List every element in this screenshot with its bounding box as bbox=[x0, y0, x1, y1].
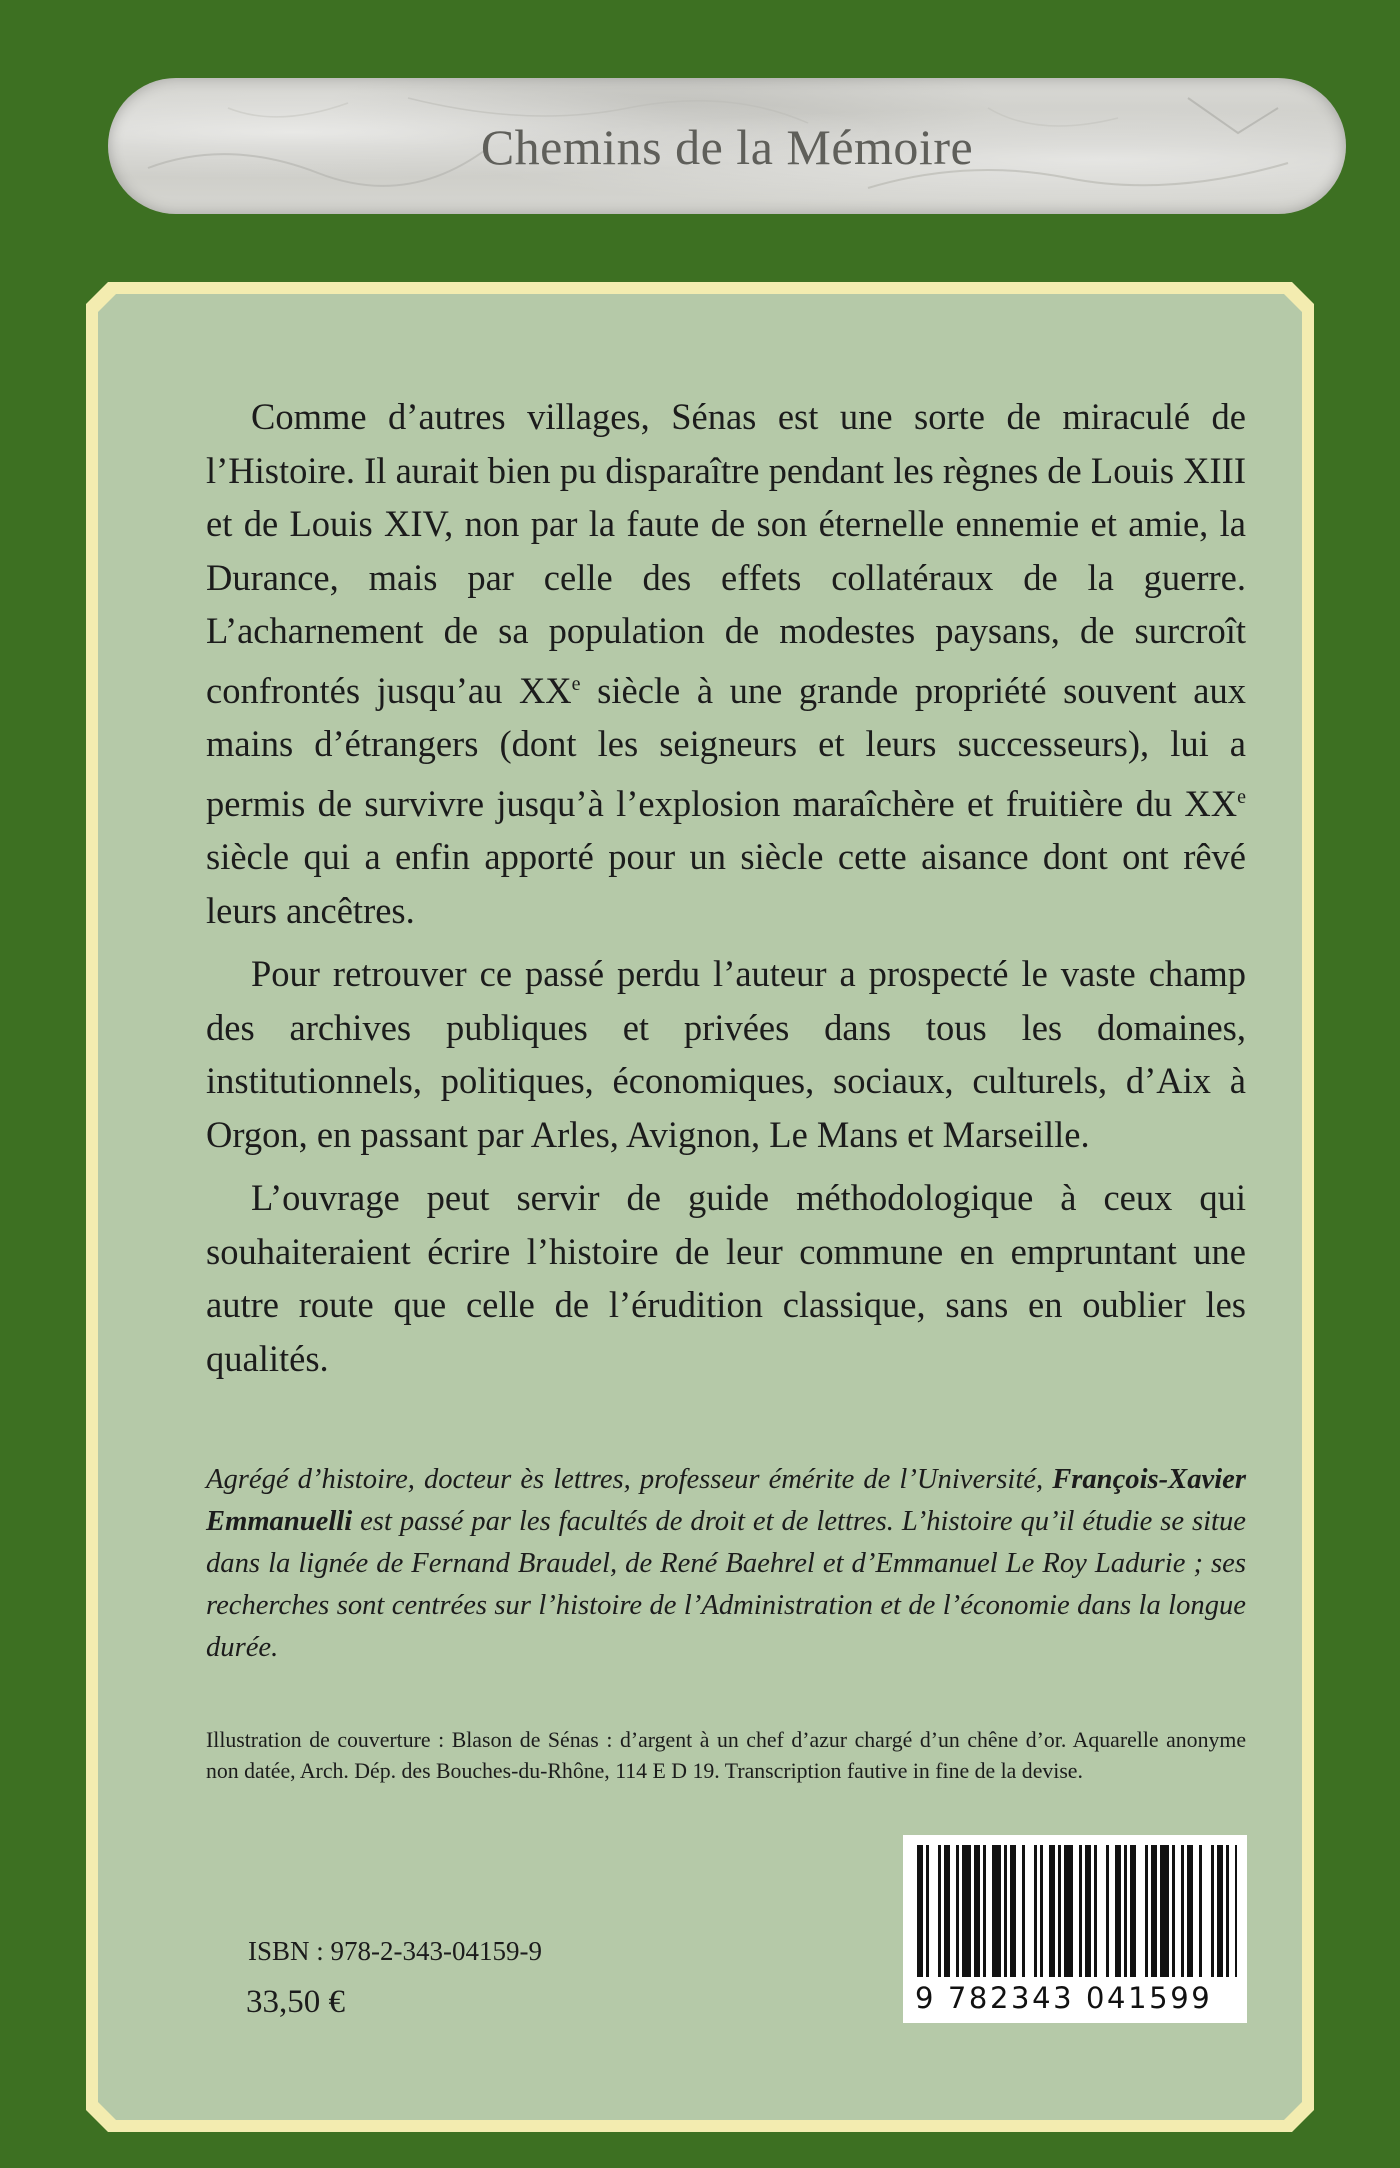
barcode-bar bbox=[974, 1845, 980, 1977]
price: 33,50 € bbox=[246, 1984, 345, 2020]
back-cover-text bbox=[206, 390, 1246, 1787]
barcode-bar bbox=[1085, 1845, 1091, 1977]
barcode-bar bbox=[938, 1845, 941, 1977]
summary-p1-part2: siècle à une grande propriété souvent aux mains d’étrangers (dont les seigneurs et leurs successeurs), lui a permis de survivre jusqu’à l’explosion maraîchère et fruitière du XX bbox=[206, 669, 1246, 824]
barcode-bar bbox=[1211, 1845, 1214, 1977]
barcode-bar bbox=[1079, 1845, 1082, 1977]
barcode-bars bbox=[903, 1835, 1247, 1985]
barcode-bar bbox=[1022, 1845, 1025, 1977]
summary-p1-part1: Comme d’autres villages, Sénas est une sorte de miraculé de l’Histoire. Il aurait bien pu disparaître pendant les règnes de Louis XIII et de Louis XIV, non par la faute de son éternelle ennemie et amie, la Durance, mais par celle des effets collatéraux de la guerre. L’acharnement de sa population de modestes paysans, de surcroît confrontés jusqu’au XX bbox=[206, 396, 1246, 711]
barcode-bar bbox=[1172, 1845, 1175, 1977]
author-bio bbox=[206, 1459, 1246, 1669]
barcode-bar bbox=[1106, 1845, 1109, 1977]
barcode-bar bbox=[983, 1845, 986, 1977]
author-bio-before: Agrégé d’histoire, docteur ès lettres, professeur émérite de l’Université, bbox=[206, 1464, 1053, 1496]
summary-p1-sup2: e bbox=[1237, 785, 1246, 808]
series-banner bbox=[108, 78, 1346, 214]
barcode-bar bbox=[992, 1845, 1001, 1977]
barcode-bar bbox=[1094, 1845, 1097, 1977]
barcode-bar bbox=[1181, 1845, 1184, 1977]
barcode-bar bbox=[1004, 1845, 1007, 1977]
summary-paragraph-3: L’ouvrage peut servir de guide méthodologique à ceux qui souhaiteraient écrire l’histoire de leur commune en empruntant une autre route que celle de l’érudition classique, sans en oublier les qualités. bbox=[206, 1177, 1246, 1379]
barcode-bar bbox=[917, 1845, 923, 1977]
barcode-bar bbox=[926, 1845, 929, 1977]
barcode bbox=[903, 1835, 1247, 2023]
summary-paragraph-2: Pour retrouver ce passé perdu l’auteur a prospecté le vaste champ des archives publiques et privées dans tous les domaines, institutionnels, politiques, économiques, sociaux, culturels, d’Aix à Orgon, en passant par Arles, Avignon, Le Mans et Marseille. bbox=[206, 953, 1246, 1155]
barcode-bar bbox=[1049, 1845, 1055, 1977]
book-summary bbox=[206, 390, 1246, 1385]
barcode-bar bbox=[1151, 1845, 1157, 1977]
illustration-credit: Illustration de couverture : Blason de Sénas : d’argent à un chef d’azur chargé d’un chêne d’or. Aquarelle anonyme non datée, Arch. Dép. des Bouches-du-Rhône, 114 E D 19. Transcription fautive in fine de la devise. bbox=[206, 1728, 1246, 1784]
author-bio-after: est passé par les facultés de droit et de lettres. L’histoire qu’il étudie se situe dans la lignée de Fernand Braudel, de René Baehrel et d’Emmanuel Le Roy Ladurie ; ses recherches sont centrées sur l’histoire de l’Administration et de l’économie dans la longue durée. bbox=[206, 1506, 1246, 1664]
barcode-bar bbox=[1130, 1845, 1136, 1977]
barcode-bar bbox=[1187, 1845, 1193, 1977]
barcode-bar bbox=[1010, 1845, 1016, 1977]
barcode-bar bbox=[1040, 1845, 1043, 1977]
barcode-bar bbox=[1217, 1845, 1223, 1977]
barcode-bar bbox=[1235, 1845, 1237, 1977]
series-title: Chemins de la Mémoire bbox=[480, 119, 974, 175]
barcode-bar bbox=[944, 1845, 950, 1977]
barcode-bar bbox=[1160, 1845, 1169, 1977]
barcode-bar bbox=[1034, 1845, 1037, 1977]
summary-paragraph-1 bbox=[206, 390, 1246, 937]
summary-p1-sup1: e bbox=[571, 672, 581, 695]
author-name: François-Xavier Emmanuelli bbox=[206, 1464, 1246, 1538]
barcode-bar bbox=[1145, 1845, 1148, 1977]
isbn: ISBN : 978-2-343-04159-9 bbox=[248, 1936, 542, 1966]
barcode-bar bbox=[1115, 1845, 1121, 1977]
barcode-bar bbox=[1226, 1845, 1229, 1977]
barcode-bar bbox=[962, 1845, 971, 1977]
barcode-digits: 9 782343 041599 bbox=[915, 1981, 1213, 2015]
barcode-bar bbox=[1058, 1845, 1061, 1977]
summary-p1-part3: siècle qui a enfin apporté pour un siècle cette aisance dont ont rêvé leurs ancêtres. bbox=[206, 836, 1246, 931]
barcode-bar bbox=[1124, 1845, 1127, 1977]
barcode-bar bbox=[956, 1845, 959, 1977]
barcode-bar bbox=[1199, 1845, 1202, 1977]
barcode-bar bbox=[1064, 1845, 1073, 1977]
